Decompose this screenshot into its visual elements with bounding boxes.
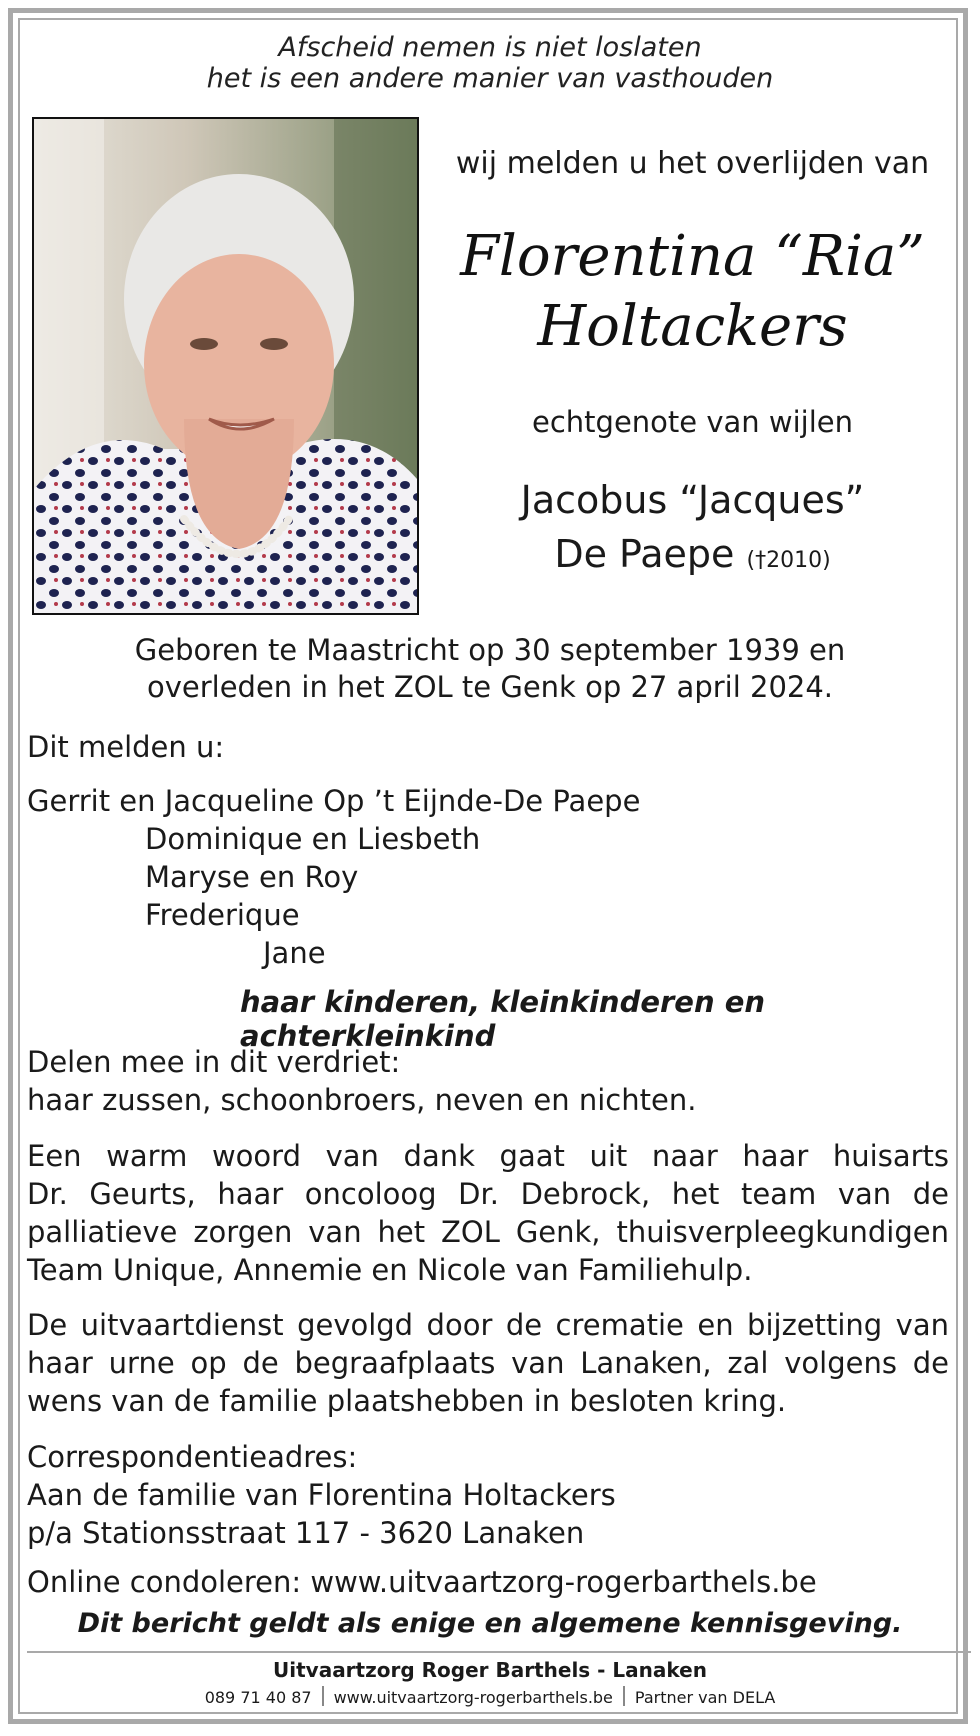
correspondence-label: Correspondentieadres:: [27, 1440, 358, 1474]
thanks-block: [27, 1137, 949, 1289]
footer-partner: Partner van DELA: [634, 1688, 776, 1707]
motto-line-1: Afscheid nemen is niet loslaten: [278, 32, 702, 63]
motto-line-2: het is een andere manier van vasthouden: [206, 63, 774, 94]
ceremony-line-2: haar urne op de begraafplaats van Lanaken, zal volgens de: [27, 1346, 949, 1380]
ceremony-block: [27, 1306, 949, 1420]
spouse-name-line-2: [440, 527, 945, 588]
correspondence-line-2: p/a Stationsstraat 117 - 3620 Lanaken: [27, 1516, 585, 1550]
grandchild-3: Frederique: [145, 898, 300, 932]
funeral-company: Uitvaartzorg Roger Barthels - Lanaken: [273, 1658, 707, 1682]
footer-separator: [322, 1686, 324, 1706]
birth-death-info: [0, 632, 980, 706]
footer-phone[interactable]: 089 71 40 87: [204, 1688, 312, 1707]
portrait-illustration: [34, 119, 417, 613]
spouse-intro: echtgenote van wijlen: [532, 405, 853, 439]
sharing-line-1: Delen mee in dit verdriet:: [27, 1045, 401, 1079]
correspondence-block: [27, 1438, 949, 1552]
thanks-line-2: Dr. Geurts, haar oncoloog Dr. Debrock, het team van de: [27, 1177, 949, 1211]
birth-line-2: overleden in het ZOL te Genk op 27 april 2024.: [146, 670, 834, 704]
deceased-name-line-2: Holtackers: [537, 294, 848, 359]
children: Gerrit en Jacqueline Op ’t Eijnde-De Paepe: [27, 784, 641, 818]
ceremony-line-3: wens van de familie plaatshebben in besloten kring.: [27, 1384, 787, 1418]
correspondence-line-1: Aan de familie van Florentina Holtackers: [27, 1478, 616, 1512]
great-grandchild: Jane: [263, 936, 326, 970]
footer-divider: [27, 1651, 971, 1653]
spouse-death-note: (†2010): [746, 548, 831, 573]
online-condolence[interactable]: Online condoleren: www.uitvaartzorg-rogerbarthels.be: [27, 1565, 817, 1599]
footer-separator: [623, 1686, 625, 1706]
family-list: [27, 782, 949, 972]
grandchild-2: Maryse en Roy: [145, 860, 359, 894]
family-summary: haar kinderen, kleinkinderen en achterkleinkind: [240, 985, 766, 1053]
closing-note: Dit bericht geldt als enige en algemene kennisgeving.: [77, 1608, 903, 1639]
thanks-line-4: Team Unique, Annemie en Nicole van Familiehulp.: [27, 1253, 753, 1287]
footer-website[interactable]: www.uitvaartzorg-rogerbarthels.be: [333, 1688, 613, 1707]
announcement: wij melden u het overlijden van: [455, 146, 930, 181]
sharing-block: [27, 1043, 949, 1119]
portrait-photo: [32, 117, 419, 615]
grandchild-1: Dominique en Liesbeth: [145, 822, 481, 856]
deceased-name-line-1: Florentina “Ria”: [460, 224, 925, 289]
deceased-name: [440, 222, 945, 362]
ceremony-line-1: De uitvaartdienst gevolgd door de crematie en bijzetting van: [27, 1308, 949, 1342]
thanks-line-1: Een warm woord van dank gaat uit naar haar huisarts: [27, 1139, 949, 1173]
spouse-surname: De Paepe: [554, 532, 735, 576]
footer-contact: [0, 1686, 980, 1707]
family-intro: Dit melden u:: [27, 730, 225, 764]
spouse-name: [440, 473, 945, 588]
birth-line-1: Geboren te Maastricht op 30 september 1939 en: [134, 633, 846, 667]
spouse-name-line-1: Jacobus “Jacques”: [520, 478, 865, 522]
thanks-line-3: palliatieve zorgen van het ZOL Genk, thuisverpleegkundigen: [27, 1215, 949, 1249]
sharing-line-2: haar zussen, schoonbroers, neven en nichten.: [27, 1083, 697, 1117]
